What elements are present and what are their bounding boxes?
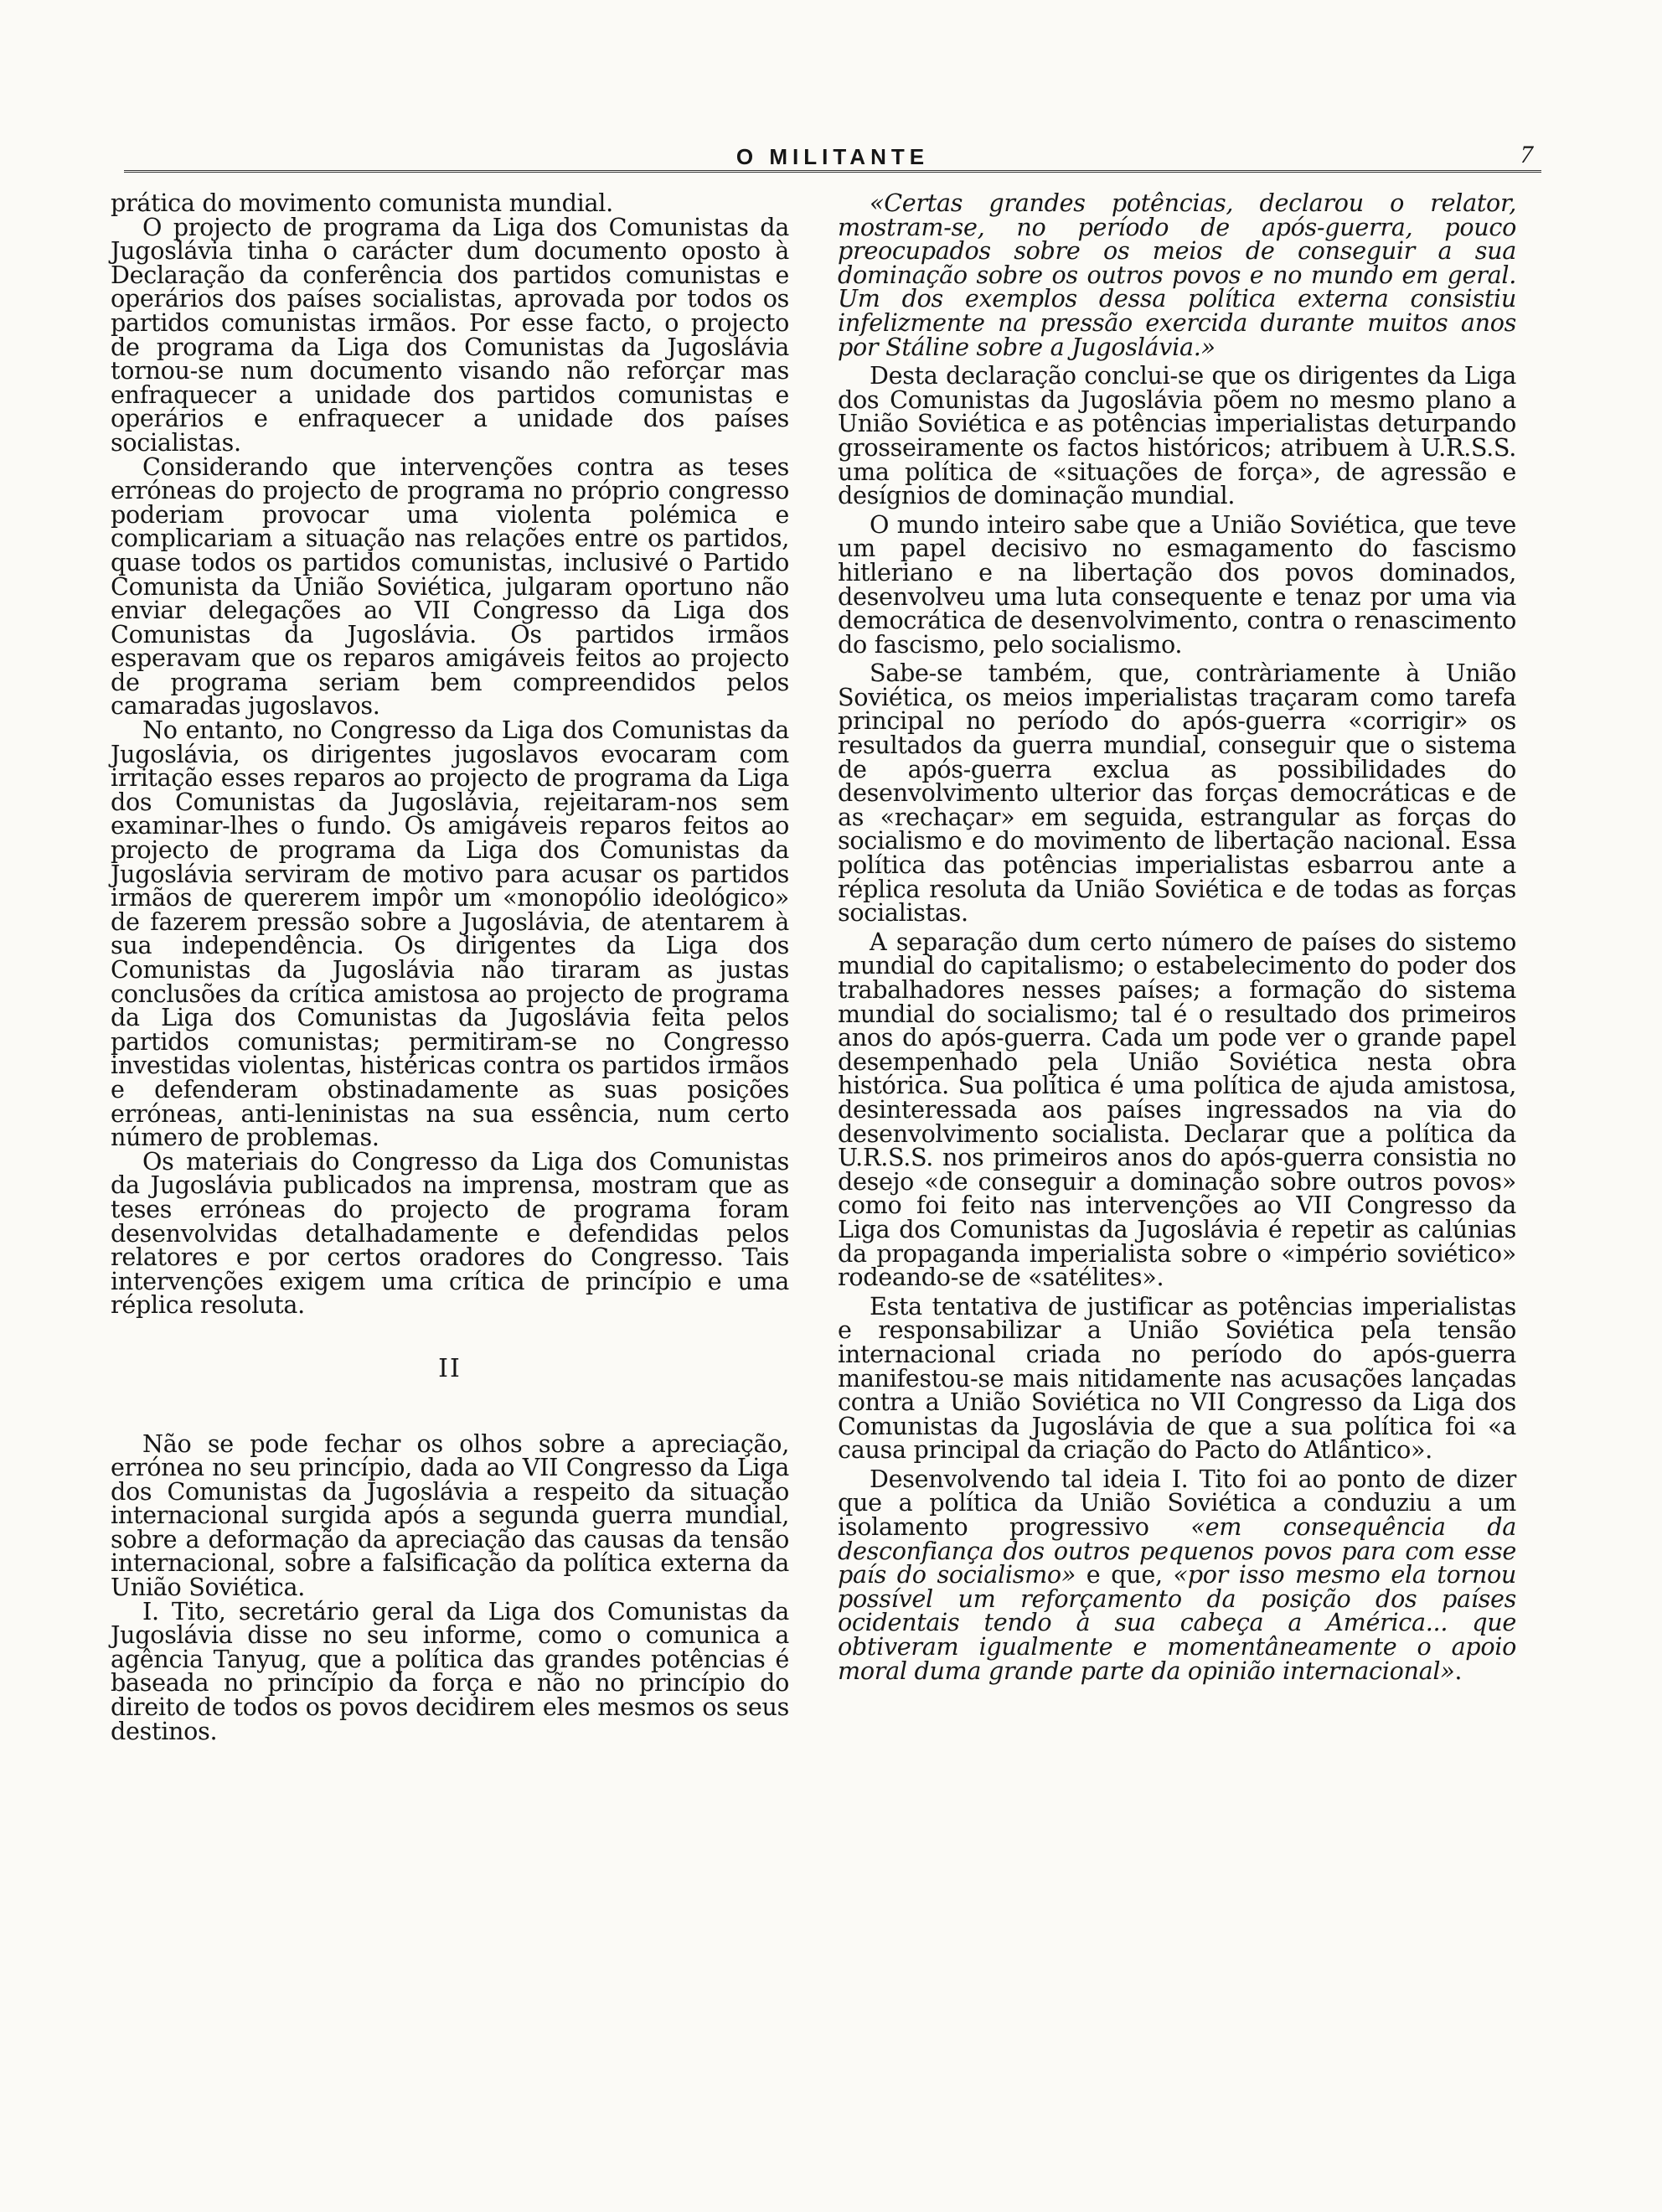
right-column — [838, 189, 1516, 1685]
page-number: 7 — [1520, 141, 1533, 168]
section-heading: II — [438, 1353, 462, 1383]
paragraph-text: . — [1454, 1656, 1463, 1685]
journal-title: O MILITANTE — [736, 144, 930, 169]
quotation: «em consequência da desconfiança dos outros pequenos povos para com esse país do socialismo» — [838, 1512, 1516, 1589]
quotation: «por isso mesmo ela tornou possível um reforçamento da posição dos países ocidentais tendo à sua cabeça a América... que obtiveram igualmente e momentâneamente o apoio moral duma grande parte da opinião internacional» — [838, 1560, 1516, 1685]
page-header — [124, 141, 1541, 174]
paragraph-text: Desenvolvendo tal ideia I. Tito foi ao ponto de dizer que a política da União Soviética a conduziu a um isolamento progressivo — [838, 1464, 1516, 1542]
paragraph: Considerando que intervenções contra as teses erróneas do projecto de programa no próprio congresso poderiam provocar uma violenta polémica e complicariam a situação nas relações entre os partidos, quase todos os partidos comunistas, inclusivé o Partido Comunista da União Soviética, julgaram oportuno não enviar delegações ao VII Congresso da Liga dos Comunistas da Jugoslávia. Os partidos irmãos esperavam que os reparos amigáveis feitos ao projecto de programa seriam bem compreendidos pelos camaradas jugoslavos. — [111, 452, 789, 721]
paragraph: O projecto de programa da Liga dos Comunistas da Jugoslávia tinha o carácter dum documento oposto à Declaração da conferência dos partidos comunistas e operários dos países socialistas, aprovada por todos os partidos comunistas irmãos. Por esse facto, o projecto de programa da Liga dos Comunistas da Jugoslávia tornou-se num documento visando não reforçar mas enfraquecer a unidade dos partidos comunistas e operários e enfraquecer a unidade dos países socialistas. — [111, 212, 789, 457]
header-rule — [124, 170, 1541, 173]
paragraph: Os materiais do Congresso da Liga dos Comunistas da Jugoslávia publicados na imprensa, mostram que as teses erróneas do projecto de programa foram desenvolvidas detalhadamente e defendidas pelos relatores e por certos oradores do Congresso. Tais intervenções exigem uma crítica de princípio e uma réplica resoluta. — [111, 1146, 789, 1320]
paragraph: Sabe-se também, que, contràriamente à União Soviética, os meios imperialistas traçaram como tarefa principal no período do após-guerra «corrigir» os resultados da guerra mundial, conseguir que o sistema de após-guerra exclua as possibilidades do desenvolvimento ulterior das forças democráticas e de as «rechaçar» em seguida, estrangular as forças do socialismo e do movimento de libertação nacional. Essa política das potências imperialistas esbarrou ante a réplica resoluta da União Soviética e de todas as forças socialistas. — [838, 659, 1516, 928]
paragraph-text: e que, — [1076, 1560, 1174, 1589]
paragraph: A separação dum certo número de países do sistemo mundial do capitalismo; o estabelecimento do poder dos trabalhadores nesses países; a formação do sistema mundial do socialismo; tal é o resultado dos primeiros anos do após-guerra. Cada um pode ver o grande papel desempenhado pela União Soviética nesta obra histórica. Sua política é uma política de ajuda amistosa, desinteressada aos países ingressados na via do desenvolvimento socialista. Declarar que a política da U.R.S.S. nos primeiros anos do após-guerra consistia no desejo «de conseguir a dominação sobre outros povos» como foi feito nas intervenções ao VII Congresso da Liga dos Comunistas da Jugoslávia é repetir as calúnias da propaganda imperialista sobre o «império soviético» rodeando-se de «satélites». — [838, 927, 1516, 1292]
paragraph: I. Tito, secretário geral da Liga dos Comunistas da Jugoslávia disse no seu informe, como o comunica a agência Tanyug, que a política das grandes potências é baseada no princípio da força e não no princípio do direito de todos os povos decidirem eles mesmos os seus destinos. — [111, 1596, 789, 1745]
paragraph: Esta tentativa de justificar as potências imperialistas e responsabilizar a União Soviética pela tensão internacional criada no período do após-guerra manifestou-se mais nitidamente nas acusações lançadas contra a União Soviética no VII Congresso da Liga dos Comunistas da Jugoslávia de que a sua política foi «a causa principal da criação do Pacto do Atlântico». — [838, 1291, 1516, 1465]
paragraph: O mundo inteiro sabe que a União Soviética, que teve um papel decisivo no esmagamento do fascismo hitleriano e na libertação dos povos dominados, desenvolveu uma luta consequente e tenaz por uma via democrática de desenvolvimento, contra o renascimento do fascismo, pelo socialismo. — [838, 509, 1516, 659]
paragraph: Desta declaração conclui-se que os dirigentes da Liga dos Comunistas da Jugoslávia põem no mesmo plano a União Soviética e as potências imperialistas deturpando grosseiramente os factos históricos; atribuem à U.R.S.S. uma política de «situações de força», de agressão e desígnios de dominação mundial. — [838, 361, 1516, 510]
paragraph: Não se pode fechar os olhos sobre a apreciação, errónea no seu princípio, dada ao VII Congresso da Liga dos Comunistas da Jugoslávia a respeito da situação internacional surgida após a segunda guerra mundial, sobre a deformação da apreciação das causas da tensão internacional, sobre a falsificação da política externa da União Soviética. — [111, 1429, 789, 1602]
left-column — [111, 191, 789, 1743]
quotation: «Certas grandes potências, declarou o relator, mostram-se, no período de após-guerra, pouco preocupados sobre os meios de conseguir a sua dominação sobre os outros povos e no mundo em geral. Um dos exemplos dessa política externa consistiu infelizmente na pressão exercida durante muitos anos por Stáline sobre a Jugoslávia.» — [838, 189, 1516, 361]
paragraph — [838, 1464, 1516, 1685]
paragraph: prática do movimento comunista mundial. — [111, 189, 613, 217]
paragraph: No entanto, no Congresso da Liga dos Comunistas da Jugoslávia, os dirigentes jugoslavos evocaram com irritação esses reparos ao projecto de programa da Liga dos Comunistas da Jugoslávia, rejeitaram-nos sem examinar-lhes o fundo. Os amigáveis reparos feitos ao projecto de programa da Liga dos Comunistas da Jugoslávia serviram de motivo para acusar os partidos irmãos de quererem impôr um «monopólio ideológico» de fazerem pressão sobre a Jugoslávia, de atentarem à sua independência. Os dirigentes da Liga dos Comunistas da Jugoslávia não tiraram as justas conclusões da crítica amistosa ao projecto de programa da Liga dos Comunistas da Jugoslávia feita pelos partidos comunistas; permitiram-se no Congresso investidas violentas, histéricas contra os partidos irmãos e defenderam obstinadamente as suas posições erróneas, anti-leninistas na sua essência, num certo número de problemas. — [111, 716, 789, 1152]
